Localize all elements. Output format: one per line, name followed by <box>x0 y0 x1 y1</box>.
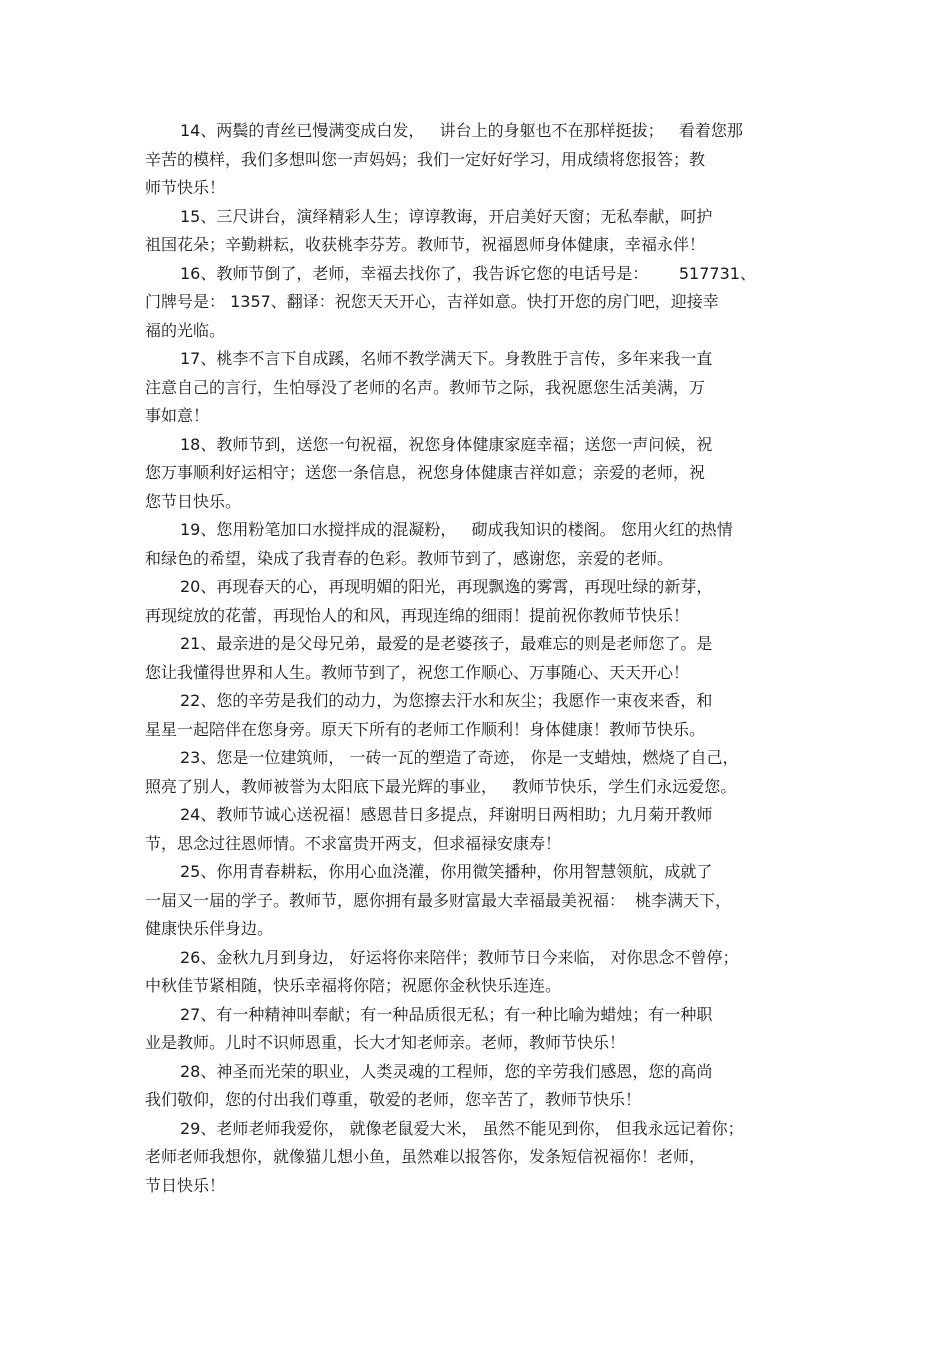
paragraph-item <box>145 1058 813 1115</box>
paragraph-line: 节，思念过往恩师情。不求富贵开两支，但求福禄安康寿！ <box>145 833 562 853</box>
paragraph-item <box>145 630 813 687</box>
paragraph-line: 15、三尺讲台，演绎精彩人生；谆谆教诲，开启美好天窗；无私奉献，呵护 <box>180 206 713 226</box>
paragraph-line: 25、你用青春耕耘，你用心血浇灌，你用微笑播种，你用智慧领航，成就了 <box>180 862 713 881</box>
paragraph-line: 节日快乐！ <box>145 1175 226 1195</box>
paragraph-item <box>145 516 813 573</box>
paragraph-line: 和绿色的希望，染成了我青春的色彩。教师节到了，感谢您，亲爱的老师。 <box>145 548 674 568</box>
paragraph-line: 事如意！ <box>145 406 210 425</box>
paragraph-line: 门牌号是： 1357、翻译：祝您天天开心，吉祥如意。快打开您的房门吧，迎接幸 <box>145 292 719 311</box>
paragraph-line: 28、神圣而光荣的职业，人类灵魂的工程师，您的辛劳我们感恩，您的高尚 <box>180 1061 713 1081</box>
paragraph-item <box>145 203 813 260</box>
paragraph-line: 17、桃李不言下自成蹊，名师不教学满天下。身教胜于言传，多年来我一直 <box>180 349 713 368</box>
paragraph-line: 老师老师我想你，就像猫儿想小鱼，虽然难以报答你，发条短信祝福你！老师， <box>145 1147 706 1166</box>
paragraph-item <box>145 801 813 858</box>
paragraph-line: 照亮了别人，教师被誉为太阳底下最光辉的事业， 教师节快乐，学生们永远爱您。 <box>145 776 737 796</box>
paragraph-line: 23、您是一位建筑师， 一砖一瓦的塑造了奇迹， 你是一支蜡烛，燃烧了自己， <box>180 748 739 767</box>
paragraph-line: 辛苦的模样，我们多想叫您一声妈妈；我们一定好好学习，用成绩将您报答；教 <box>145 149 706 169</box>
paragraph-line: 一届又一届的学子。教师节，愿你拥有最多财富最大幸福最美祝福： 桃李满天下， <box>145 890 732 910</box>
paragraph-line: 27、有一种精神叫奉献；有一种品质很无私；有一种比喻为蜡烛；有一种职 <box>180 1004 713 1024</box>
paragraph-line: 业是教师。儿时不识师恩重，长大才知老师亲。老师，教师节快乐！ <box>145 1033 626 1052</box>
paragraph-line: 19、您用粉笔加口水搅拌成的混凝粉， 砌成我知识的楼阁。 您用火红的热情 <box>180 520 733 539</box>
paragraph-item <box>145 260 813 346</box>
paragraph-line: 您节日快乐。 <box>145 491 242 511</box>
paragraph-line: 福的光临。 <box>145 320 226 340</box>
paragraph-line: 26、金秋九月到身边， 好运将你来陪伴；教师节日今来临， 对你思念不曾停； <box>180 947 739 967</box>
paragraph-line: 21、最亲进的是父母兄弟，最爱的是老婆孩子，最难忘的则是老师您了。是 <box>180 634 713 653</box>
paragraph-line: 您万事顺利好运相守；送您一条信息，祝您身体健康吉祥如意；亲爱的老师，祝 <box>145 463 706 482</box>
paragraph-line: 22、您的辛劳是我们的动力，为您擦去汗水和灰尘；我愿作一束夜来香，和 <box>180 691 713 710</box>
paragraph-item <box>145 744 813 801</box>
paragraph-item <box>145 431 813 517</box>
paragraph-line: 24、教师节诚心送祝福！感恩昔日多提点，拜谢明日两相助；九月菊开教师 <box>180 805 713 824</box>
document-body <box>145 117 813 1200</box>
paragraph-line: 18、教师节到，送您一句祝福，祝您身体健康家庭幸福；送您一声问候，祝 <box>180 434 713 454</box>
paragraph-line: 20、再现春天的心，再现明媚的阳光，再现飘逸的雾霄，再现吐绿的新芽， <box>180 577 713 596</box>
paragraph-item <box>145 345 813 431</box>
paragraph-item <box>145 117 813 203</box>
paragraph-item <box>145 858 813 944</box>
paragraph-line: 14、两鬓的青丝已慢满变成白发， 讲台上的身躯也不在那样挺拔； 看着您那 <box>180 121 743 140</box>
paragraph-item <box>145 944 813 1001</box>
paragraph-line: 中秋佳节紧相随，快乐幸福将你陪；祝愿你金秋快乐连连。 <box>145 976 562 995</box>
paragraph-line: 我们敬仰，您的付出我们尊重，敬爱的老师，您辛苦了，教师节快乐！ <box>145 1090 642 1109</box>
paragraph-line: 29、老师老师我爱你， 就像老鼠爱大米， 虽然不能见到你， 但我永远记着你； <box>180 1118 744 1138</box>
paragraph-line: 师节快乐！ <box>145 178 226 197</box>
paragraph-item <box>145 1115 813 1201</box>
paragraph-line: 注意自己的言行，生怕辱没了老师的名声。教师节之际，我祝愿您生活美满，万 <box>145 377 706 397</box>
paragraph-line: 16、教师节倒了，老师，幸福去找你了，我告诉它您的电话号是： 517731、 <box>180 263 756 283</box>
paragraph-item <box>145 687 813 744</box>
paragraph-line: 祖国花朵；辛勤耕耘，收获桃李芬芳。教师节，祝福恩师身体健康，幸福永伴！ <box>145 235 706 254</box>
paragraph-line: 再现绽放的花蕾，再现怡人的和风，再现连绵的细雨！提前祝你教师节快乐！ <box>145 605 690 625</box>
paragraph-line: 星星一起陪伴在您身旁。原天下所有的老师工作顺利！身体健康！教师节快乐。 <box>145 719 706 739</box>
paragraph-item <box>145 573 813 630</box>
paragraph-line: 您让我懂得世界和人生。教师节到了，祝您工作顺心、万事随心、天天开心！ <box>145 662 690 682</box>
paragraph-line: 健康快乐伴身边。 <box>145 919 274 938</box>
paragraph-item <box>145 1001 813 1058</box>
